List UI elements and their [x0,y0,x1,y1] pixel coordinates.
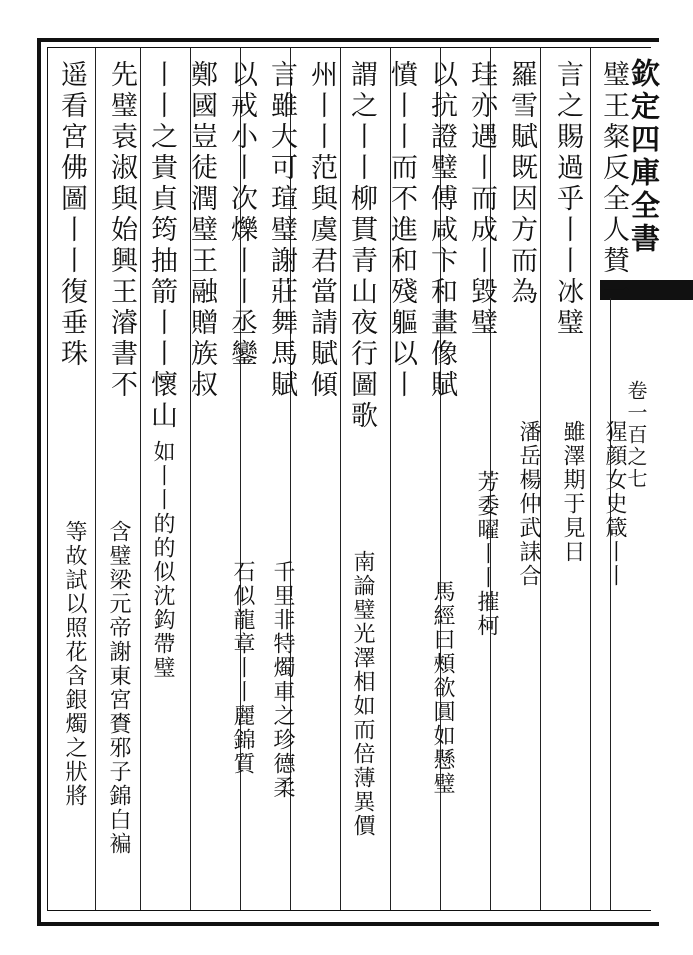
text-column-lower: 雖澤期于見日 [560,420,585,564]
text-column: 以戒小丨次爍丨丨丞鑾 [226,60,257,370]
text-column-lower: 芳委曜丨丨摧柯 [474,470,499,638]
text-column-lower: 石似龍章丨丨麗錦質 [230,560,255,776]
text-column: 丨丨之貴貞筠抽箭丨丨懷山 [146,60,177,432]
column-rule [95,48,96,910]
text-column: 憤丨丨而不進和殘軀以丨 [386,60,417,401]
text-column: 珪亦遇丨而成丨毀璧 [466,60,497,339]
text-column: 羅雪賦既因方而為 [506,60,537,308]
text-column: 遥看宮佛圖丨丨復垂珠 [56,60,87,370]
text-column: 先璧袁淑與始興王濬書不 [106,60,137,401]
volume-label: 卷一百之七 [624,380,648,490]
text-column: 言之賜過乎丨丨冰璧 [552,60,583,339]
text-column: 鄭國豈徒潤璧王融贈族叔 [186,60,217,401]
text-column: 璧王粲反全人賛一 [598,60,629,308]
text-column-lower: 潘岳楊仲武誄合 [516,420,541,588]
column-rule [140,48,141,910]
text-column-lower: 等故試以照花含銀燭之狀將 [62,520,87,808]
text-column-lower: 含璧梁元帝謝東宮賚邪子錦白褊 [106,520,131,856]
column-rule [590,48,591,910]
text-column: 謂之丨丨柳貫青山夜行圖歌 [346,60,377,432]
text-column: 言雖大可瑄璧謝莊舞馬賦 [266,60,297,401]
text-column: 州丨丨范與虞君當請賦傾 [306,60,337,401]
text-column: 以抗證璧傅咸卞和畫像賦 [426,60,457,401]
text-column-lower: 馬經曰頰欲圓如懸璧 [430,580,455,796]
text-column-lower: 猩顔女史箴丨丨 [602,420,627,588]
column-rule [340,48,341,910]
text-column-lower: 千里非特燭車之珍德柔 [270,560,295,800]
text-column-lower: 如丨丨的的似沈鈎帶璧 [150,440,175,680]
text-column-lower: 南論璧光澤相如而倍薄異價 [350,550,375,838]
book-title: 欽定四庫全書 [627,58,661,256]
